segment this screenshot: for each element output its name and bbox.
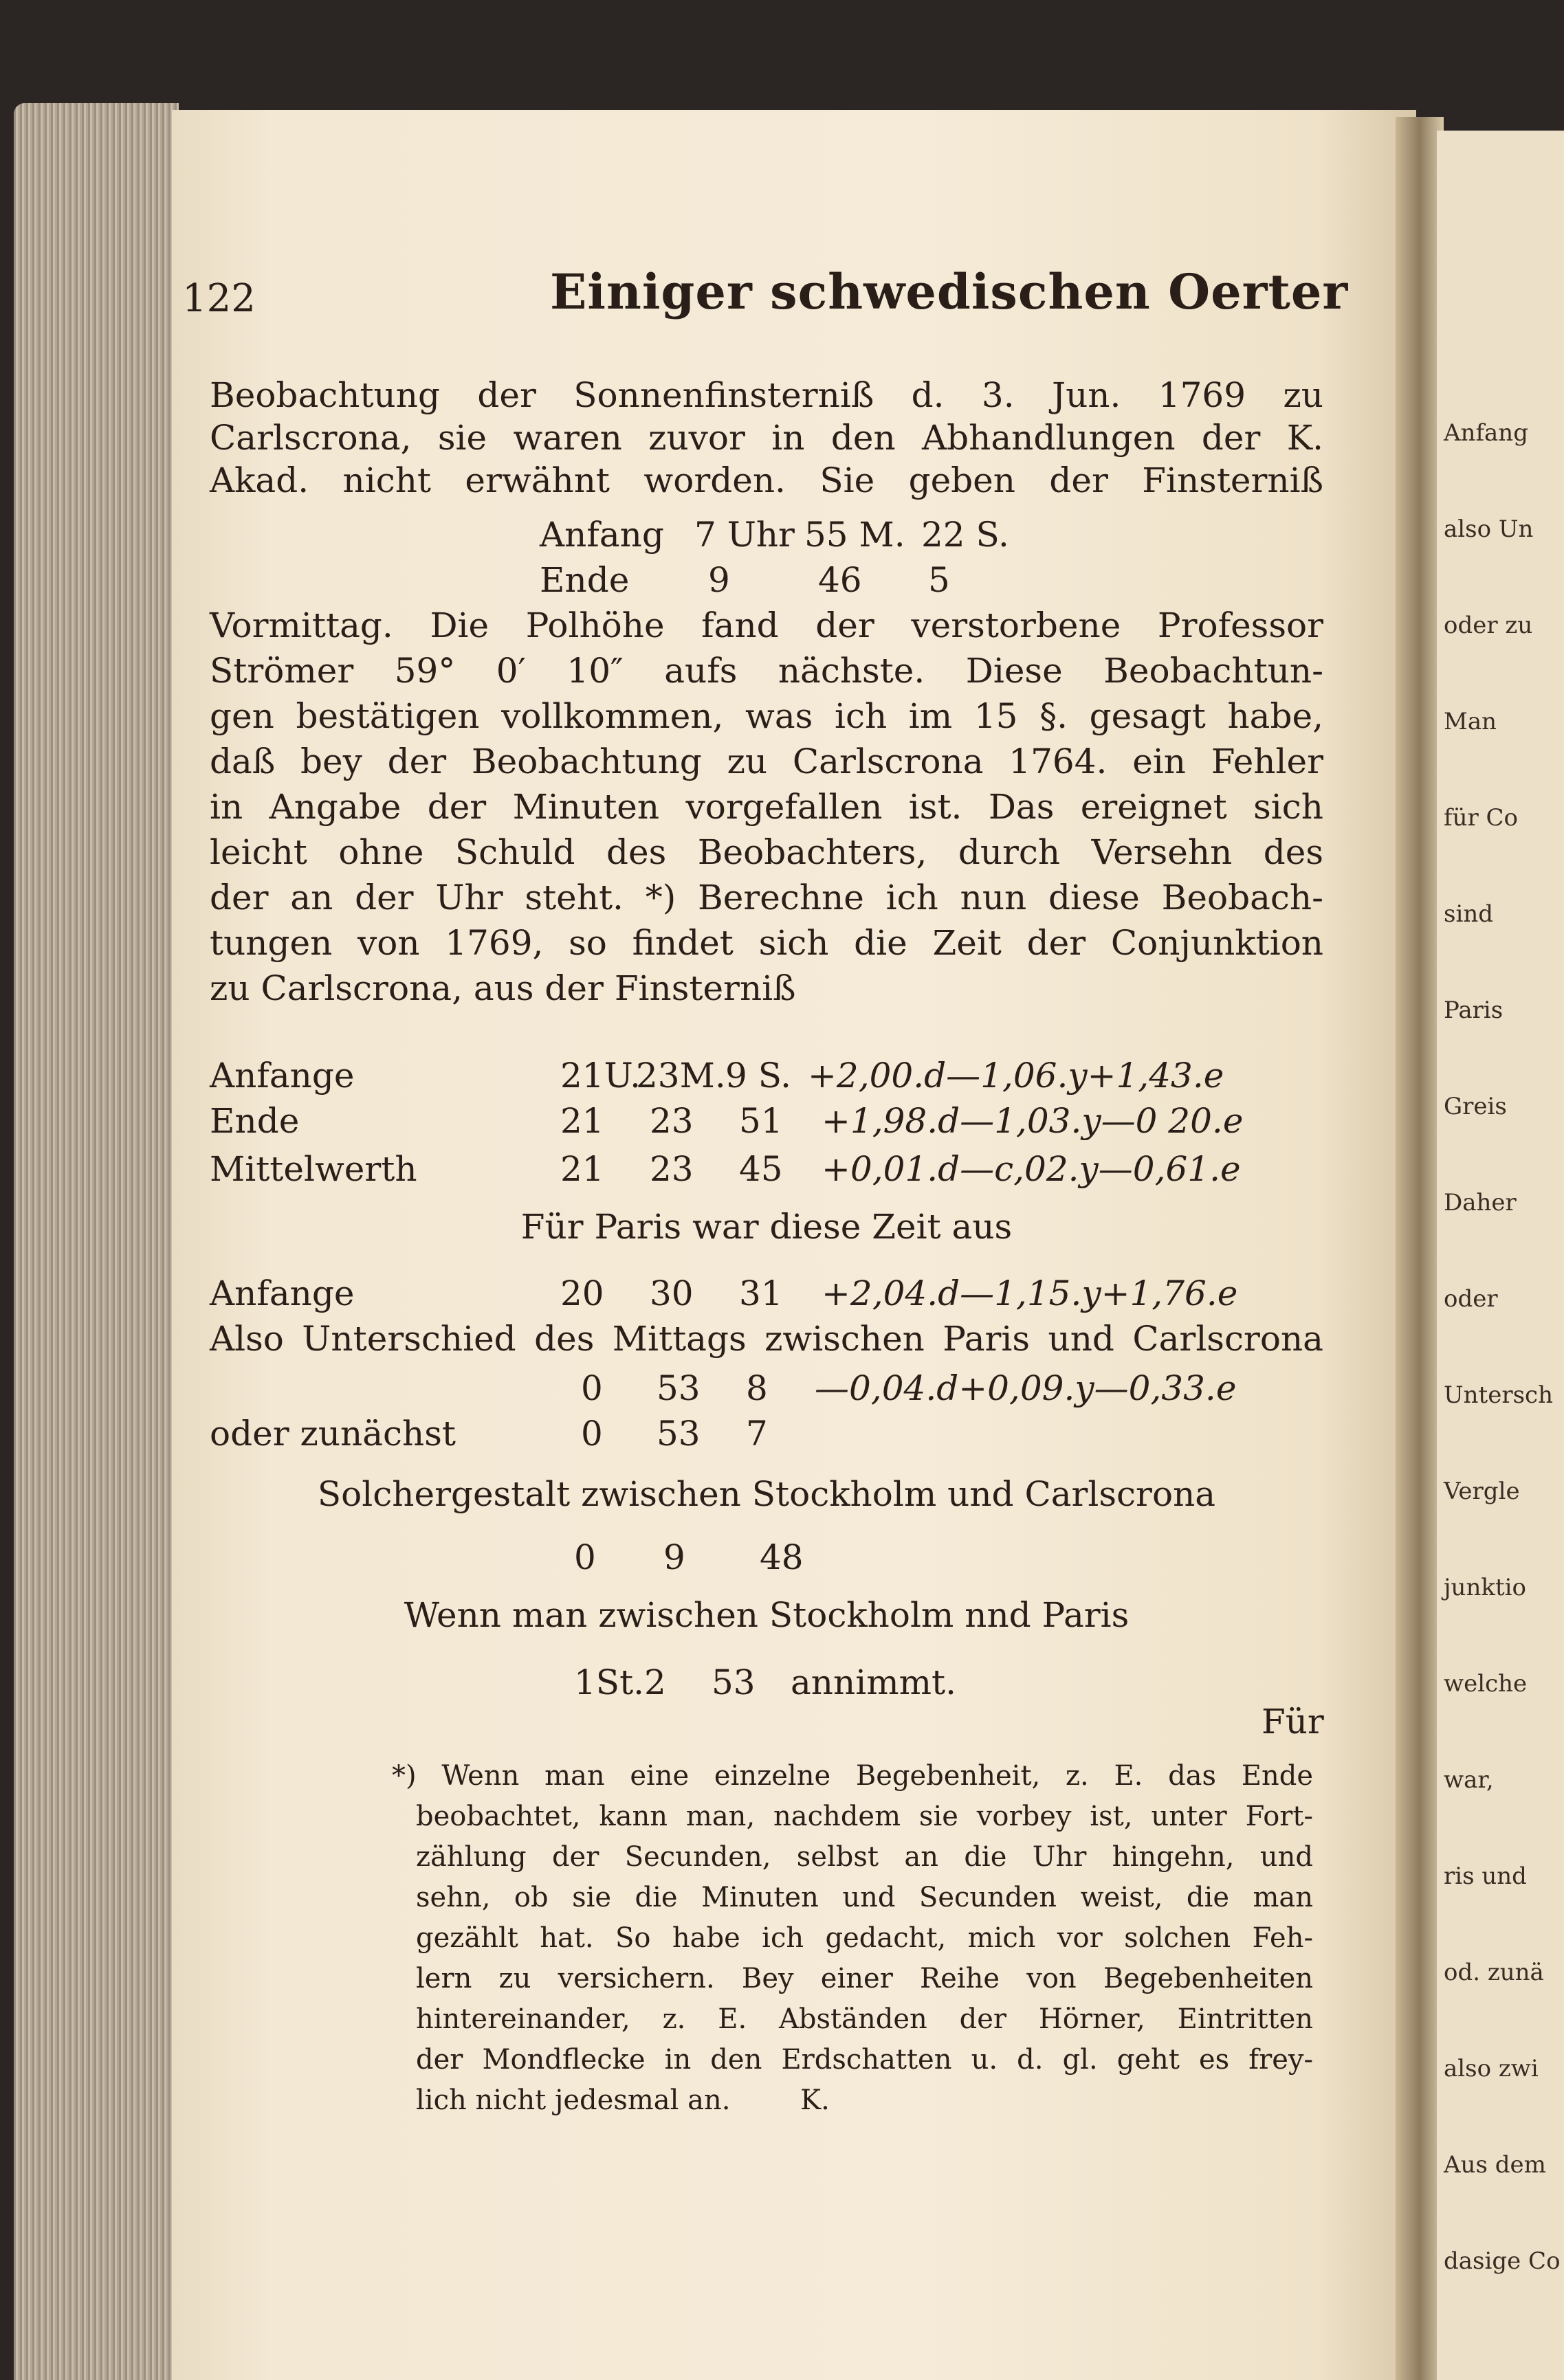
facing-page-fragment: oder bbox=[1444, 1285, 1498, 1313]
page-edges bbox=[14, 103, 179, 2380]
seconds: 22 S. bbox=[921, 515, 1009, 555]
stockholm-row bbox=[574, 1537, 1564, 1578]
paris-stockholm-heading: Wenn man zwischen Stockholm nnd Paris bbox=[404, 1595, 1130, 1635]
formula: +2,04.d—1,15.y+1,76.e bbox=[822, 1274, 1238, 1313]
body-line: Vormittag. Die Polhöhe fand der verstorbene Professor bbox=[210, 605, 1323, 645]
row-label: Ende bbox=[210, 1101, 300, 1141]
seconds: 9 S. bbox=[725, 1056, 792, 1096]
table-row bbox=[210, 1055, 1323, 1096]
footnote-line: hintereinander, z. E. Abständen der Hörner, Eintritten bbox=[416, 2003, 1313, 2035]
facing-page-fragment: Greis bbox=[1444, 1093, 1507, 1120]
paris-heading: Für Paris war diese Zeit aus bbox=[520, 1207, 1013, 1247]
body-line: der an der Uhr steht. *) Berechne ich nun diese Beobach- bbox=[210, 878, 1323, 917]
minutes: 9 bbox=[663, 1537, 685, 1577]
hours: 21 bbox=[560, 1101, 604, 1141]
footnote-line: beobachtet, kann man, nachdem sie vorbey ist, unter Fort- bbox=[416, 1801, 1313, 1832]
row-label: Anfange bbox=[210, 1274, 355, 1313]
minutes: 23 bbox=[650, 1149, 694, 1189]
seconds: 8 bbox=[746, 1368, 768, 1408]
minutes: 53 bbox=[712, 1662, 756, 1702]
body-line: daß bey der Beobachtung zu Carlscrona 1764. ein Fehler bbox=[210, 742, 1323, 781]
table-row-paris bbox=[210, 1273, 1323, 1314]
hours: 9 bbox=[708, 560, 730, 600]
body-line: Akad. nicht erwähnt worden. Sie geben der Finsterniß bbox=[210, 460, 1323, 500]
footnote-line: lern zu versichern. Bey einer Reihe von Begebenheiten bbox=[416, 1963, 1313, 1994]
facing-page-fragment: Vergle bbox=[1444, 1478, 1520, 1505]
annimmt-text: annimmt. bbox=[791, 1662, 957, 1702]
footnote-line: gezählt hat. So habe ich gedacht, mich vor solchen Feh- bbox=[416, 1922, 1313, 1954]
hours: 0 bbox=[581, 1368, 603, 1408]
facing-page-fragment: Paris bbox=[1444, 997, 1504, 1024]
time-row-anfang bbox=[540, 514, 1564, 555]
body-line: leicht ohne Schuld des Beobachters, durch Versehn des bbox=[210, 832, 1323, 872]
paris-stockholm-row bbox=[574, 1662, 1564, 1703]
difference-line: Also Unterschied des Mittags zwischen Paris und Carlscrona bbox=[210, 1319, 1323, 1359]
body-line: gen bestätigen vollkommen, was ich im 15 §. gesagt habe, bbox=[210, 696, 1323, 736]
facing-page-fragment: Aus dem bbox=[1444, 2151, 1546, 2179]
body-line: in Angabe der Minuten vorgefallen ist. Das ereignet sich bbox=[210, 787, 1323, 827]
facing-page-fragment: junktio bbox=[1444, 1574, 1526, 1601]
label: Ende bbox=[540, 560, 630, 600]
facing-page-fragment: war, bbox=[1444, 1766, 1494, 1794]
seconds: 7 bbox=[746, 1414, 768, 1454]
row-label: Mittelwerth bbox=[210, 1149, 417, 1189]
time-row-ende bbox=[540, 559, 1564, 601]
facing-page-fragment: od. zunä bbox=[1444, 1959, 1544, 1986]
approx-row bbox=[210, 1413, 1323, 1454]
seconds: 5 bbox=[928, 560, 950, 600]
hours: 21 bbox=[560, 1149, 604, 1189]
seconds: 45 bbox=[739, 1149, 783, 1189]
formula: +0,01.d—c,02.y—0,61.e bbox=[822, 1149, 1241, 1189]
body-line: zu Carlscrona, aus der Finsterniß bbox=[210, 968, 796, 1008]
footnote-line: lich nicht jedesmal an. K. bbox=[416, 2084, 830, 2116]
seconds: 48 bbox=[760, 1537, 804, 1577]
formula: +2,00.d—1,06.y+1,43.e bbox=[808, 1056, 1224, 1096]
minutes: 55 M. bbox=[804, 515, 905, 555]
hours: 7 Uhr bbox=[694, 515, 795, 555]
facing-page-fragment: Anfang bbox=[1444, 419, 1528, 447]
minutes: 23M. bbox=[636, 1056, 726, 1096]
hours: 20 bbox=[560, 1274, 604, 1313]
body-line: tungen von 1769, so findet sich die Zeit der Conjunktion bbox=[210, 923, 1323, 963]
facing-page-fragment: Daher bbox=[1444, 1189, 1517, 1216]
facing-page-fragment: oder zu bbox=[1444, 612, 1533, 639]
seconds: 51 bbox=[739, 1101, 783, 1141]
seconds: 31 bbox=[739, 1274, 783, 1313]
stockholm-heading: Solchergestalt zwischen Stockholm und Carlscrona bbox=[317, 1474, 1216, 1514]
hours: 0 bbox=[581, 1414, 603, 1454]
minutes: 23 bbox=[650, 1101, 694, 1141]
body-line: Carlscrona, sie waren zuvor in den Abhandlungen der K. bbox=[210, 418, 1323, 458]
catchword: Für bbox=[1262, 1702, 1324, 1742]
footnote-line: sehn, ob sie die Minuten und Secunden weist, die man bbox=[416, 1882, 1313, 1913]
row-label: Anfange bbox=[210, 1056, 355, 1096]
row-label: oder zunächst bbox=[210, 1414, 456, 1454]
footnote-line: zählung der Secunden, selbst an die Uhr hingehn, und bbox=[416, 1841, 1313, 1873]
facing-page-fragment: also Un bbox=[1444, 515, 1534, 543]
hours: 21U. bbox=[560, 1056, 641, 1096]
body-line: Beobachtung der Sonnenfinsterniß d. 3. Jun. 1769 zu bbox=[210, 375, 1323, 415]
minutes: 53 bbox=[657, 1368, 701, 1408]
facing-page-fragment: dasige Co bbox=[1444, 2247, 1561, 2275]
facing-page-fragment: welche bbox=[1444, 1670, 1528, 1698]
hours: 1St.2 bbox=[574, 1662, 666, 1702]
page-number: 122 bbox=[182, 276, 256, 321]
hours: 0 bbox=[574, 1537, 596, 1577]
footnote-line: *) Wenn man eine einzelne Begebenheit, z. E. das Ende bbox=[392, 1760, 1313, 1792]
table-row bbox=[210, 1148, 1323, 1190]
minutes: 53 bbox=[657, 1414, 701, 1454]
facing-page-fragment: ris und bbox=[1444, 1862, 1527, 1890]
facing-page-fragment: Man bbox=[1444, 708, 1497, 735]
table-row bbox=[210, 1100, 1323, 1142]
label: Anfang bbox=[540, 515, 664, 555]
footnote-line: der Mondflecke in den Erdschatten u. d. gl. geht es frey- bbox=[416, 2044, 1313, 2076]
body-line: Strömer 59° 0′ 10″ aufs nächste. Diese Beobachtun- bbox=[210, 651, 1323, 691]
facing-page bbox=[1437, 131, 1564, 2380]
facing-page-fragment: also zwi bbox=[1444, 2055, 1539, 2082]
running-head: Einiger schwedischen Oerter bbox=[550, 263, 1349, 320]
facing-page-fragment: Untersch bbox=[1444, 1381, 1553, 1409]
formula: —0,04.d+0,09.y—0,33.e bbox=[815, 1368, 1237, 1408]
minutes: 30 bbox=[650, 1274, 694, 1313]
facing-page-fragment: sind bbox=[1444, 900, 1493, 928]
difference-row bbox=[210, 1368, 1323, 1409]
facing-page-fragment: für Co bbox=[1444, 804, 1519, 832]
formula: +1,98.d—1,03.y—0 20.e bbox=[822, 1101, 1244, 1141]
minutes: 46 bbox=[818, 560, 862, 600]
